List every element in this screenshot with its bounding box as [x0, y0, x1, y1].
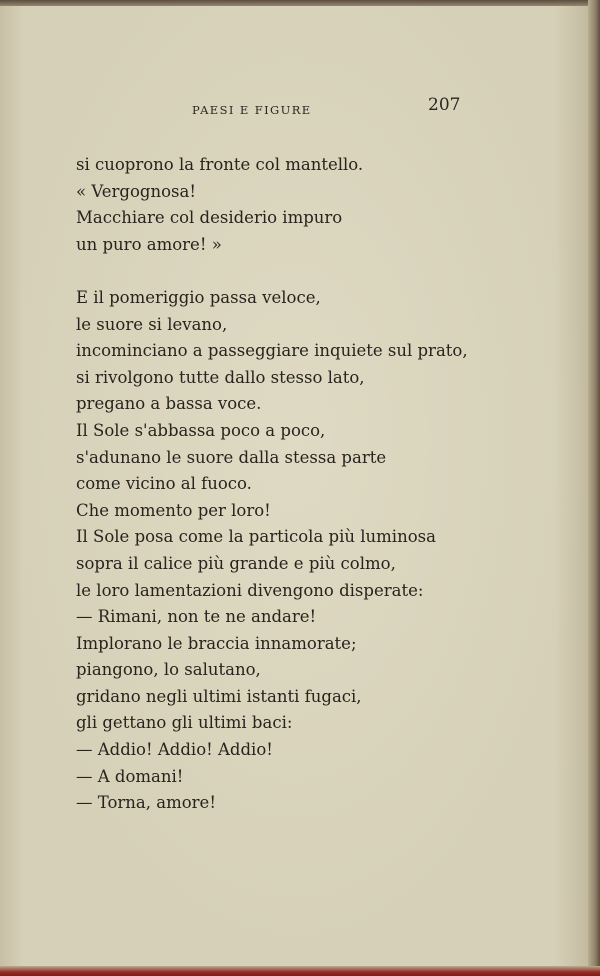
- poem-line: sopra il calice più grande e più colmo,: [76, 553, 396, 573]
- book-fore-edge: [588, 0, 600, 976]
- poem-line: Macchiare col desiderio impuro: [76, 208, 343, 228]
- poem-line: gridano negli ultimi istanti fugaci,: [76, 686, 362, 706]
- poem-line: — A domani!: [76, 766, 184, 786]
- poem-line: piangono, lo salutano,: [76, 660, 261, 680]
- poem-line: Il Sole s'abbassa poco a poco,: [76, 420, 326, 440]
- poem-line: Che momento per loro!: [76, 500, 271, 520]
- poem-line: si rivolgono tutte dallo stesso lato,: [76, 367, 365, 387]
- poem-line: Implorano le braccia innamorate;: [76, 633, 357, 653]
- poem-line: le loro lamentazioni divengono disperate:: [76, 580, 424, 600]
- poem-line: « Vergognosa!: [76, 181, 196, 201]
- poem-line: le suore si levano,: [76, 314, 228, 334]
- book-cover-edge: [0, 966, 600, 976]
- poem-line: come vicino al fuoco.: [76, 474, 252, 494]
- page-number: 207: [428, 95, 461, 115]
- poem-line: — Addio! Addio! Addio!: [76, 740, 273, 760]
- running-head: PAESI E FIGURE: [192, 103, 312, 117]
- book-page: [0, 6, 590, 968]
- poem-line: gli gettano gli ultimi baci:: [76, 713, 293, 733]
- poem-line: — Torna, amore!: [76, 793, 216, 813]
- poem-line: Il Sole posa come la particola più luminosa: [76, 527, 436, 547]
- poem-line: — Rimani, non te ne andare!: [76, 607, 317, 627]
- stanza-break: [76, 258, 576, 285]
- poem-line: incominciano a passeggiare inquiete sul prato,: [76, 341, 468, 361]
- poem-line: s'adunano le suore dalla stessa parte: [76, 447, 387, 467]
- poem-line: E il pomeriggio passa veloce,: [76, 287, 321, 307]
- poem-line: pregano a bassa voce.: [76, 394, 262, 414]
- poem-line: un puro amore! »: [76, 234, 222, 254]
- poem-text: [76, 152, 576, 817]
- poem-line: si cuoprono la fronte col mantello.: [76, 155, 364, 174]
